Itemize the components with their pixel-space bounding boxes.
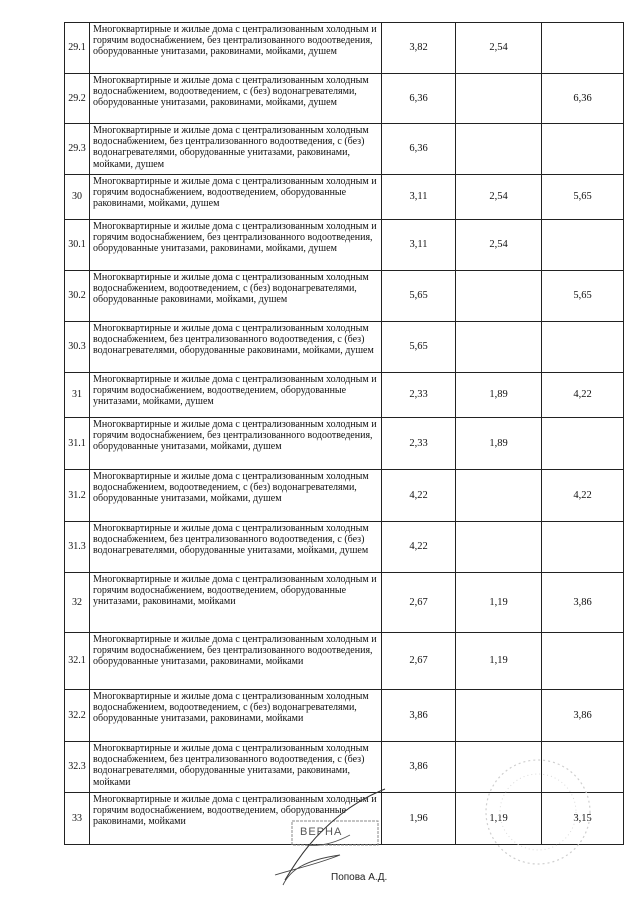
value-col-1: 2,67 <box>382 573 456 633</box>
value-col-3 <box>542 220 624 271</box>
value-col-3: 6,36 <box>542 74 624 124</box>
value-col-1: 3,82 <box>382 23 456 74</box>
value-col-1: 5,65 <box>382 322 456 373</box>
value-col-3 <box>542 322 624 373</box>
value-col-2 <box>456 322 542 373</box>
value-col-1: 3,11 <box>382 175 456 220</box>
row-number: 29.1 <box>65 23 90 74</box>
value-col-1: 2,67 <box>382 633 456 690</box>
row-description: Многоквартирные и жилые дома с централизованным холодным водоснабжением, водоотведением, с (без) водонагревателями, оборудованные унитазами, раковинами, мойками, душем <box>90 74 382 124</box>
row-description: Многоквартирные и жилые дома с централизованным холодным и горячим водоснабжением, без централизованного водоотведения, оборудованные унитазами, раковинами, мойками, душем <box>90 23 382 74</box>
table-row <box>65 633 624 690</box>
row-number: 30.3 <box>65 322 90 373</box>
row-number: 32.3 <box>65 742 90 793</box>
table-row <box>65 23 624 74</box>
row-description: Многоквартирные и жилые дома с централизованным холодным водоснабжением, без централизованного водоотведения, с (без) водонагревателями, оборудованные унитазами, мойками, душем <box>90 522 382 573</box>
value-col-3: 4,22 <box>542 373 624 418</box>
table-row <box>65 522 624 573</box>
value-col-2 <box>456 690 542 742</box>
stamp-text: ВЕРНА <box>300 826 343 838</box>
value-col-1: 2,33 <box>382 373 456 418</box>
value-col-3: 3,15 <box>542 793 624 845</box>
row-number: 31.1 <box>65 418 90 470</box>
value-col-2: 2,54 <box>456 23 542 74</box>
value-col-2: 2,54 <box>456 175 542 220</box>
value-col-3: 5,65 <box>542 175 624 220</box>
value-col-1: 3,86 <box>382 690 456 742</box>
table-row <box>65 470 624 522</box>
signer-name: Попова А.Д. <box>331 872 388 883</box>
row-description: Многоквартирные и жилые дома с централизованным холодным и горячим водоснабжением, без централизованного водоотведения, оборудованные унитазами, раковинами, мойками, душем <box>90 220 382 271</box>
table-row <box>65 418 624 470</box>
value-col-1: 4,22 <box>382 470 456 522</box>
row-number: 31.3 <box>65 522 90 573</box>
value-col-2: 1,19 <box>456 793 542 845</box>
value-col-2 <box>456 271 542 322</box>
row-number: 30.1 <box>65 220 90 271</box>
row-number: 30.2 <box>65 271 90 322</box>
value-col-2: 1,19 <box>456 633 542 690</box>
row-number: 30 <box>65 175 90 220</box>
table-row <box>65 690 624 742</box>
norms-table <box>64 22 624 845</box>
table-row <box>65 175 624 220</box>
value-col-1: 5,65 <box>382 271 456 322</box>
row-description: Многоквартирные и жилые дома с централизованным холодным и горячим водоснабжением, водоотведением, оборудованные унитазами, раковинами, мойками <box>90 573 382 633</box>
value-col-3: 5,65 <box>542 271 624 322</box>
value-col-3 <box>542 522 624 573</box>
table-row <box>65 220 624 271</box>
row-number: 32.2 <box>65 690 90 742</box>
value-col-3 <box>542 124 624 175</box>
table-row <box>65 124 624 175</box>
table-row <box>65 271 624 322</box>
value-col-3 <box>542 418 624 470</box>
value-col-2 <box>456 522 542 573</box>
table-row <box>65 322 624 373</box>
row-description: Многоквартирные и жилые дома с централизованным холодным водоснабжением, водоотведением, с (без) водонагревателями, оборудованные унитазами, раковинами, мойками <box>90 690 382 742</box>
value-col-3: 3,86 <box>542 573 624 633</box>
value-col-3 <box>542 23 624 74</box>
row-number: 29.2 <box>65 74 90 124</box>
table-row <box>65 373 624 418</box>
row-description: Многоквартирные и жилые дома с централизованным холодным водоснабжением, без централизованного водоотведения, с (без) водонагревателями, оборудованные унитазами, раковинами, мойками, душем <box>90 124 382 175</box>
row-description: Многоквартирные и жилые дома с централизованным холодным и горячим водоснабжением, водоотведением, оборудованные унитазами, мойками, душем <box>90 373 382 418</box>
row-description: Многоквартирные и жилые дома с централизованным холодным водоснабжением, водоотведением, с (без) водонагревателями, оборудованные раковинами, мойками, душем <box>90 271 382 322</box>
row-number: 31.2 <box>65 470 90 522</box>
row-description: Многоквартирные и жилые дома с централизованным холодным и горячим водоснабжением, без централизованного водоотведения, оборудованные унитазами, раковинами, мойками <box>90 633 382 690</box>
value-col-1: 4,22 <box>382 522 456 573</box>
value-col-2 <box>456 74 542 124</box>
value-col-1: 3,86 <box>382 742 456 793</box>
row-number: 29.3 <box>65 124 90 175</box>
value-col-2: 1,19 <box>456 573 542 633</box>
value-col-3: 3,86 <box>542 690 624 742</box>
value-col-1: 6,36 <box>382 124 456 175</box>
row-number: 32.1 <box>65 633 90 690</box>
value-col-3: 4,22 <box>542 470 624 522</box>
value-col-2 <box>456 470 542 522</box>
value-col-2: 1,89 <box>456 373 542 418</box>
row-description: Многоквартирные и жилые дома с централизованным холодным и горячим водоснабжением, водоотведением, оборудованные раковинами, мойками, душем <box>90 175 382 220</box>
value-col-2: 2,54 <box>456 220 542 271</box>
value-col-3 <box>542 633 624 690</box>
value-col-1: 3,11 <box>382 220 456 271</box>
row-description: Многоквартирные и жилые дома с централизованным холодным и горячим водоснабжением, водоотведением, оборудованные раковинами, мойками <box>90 793 382 845</box>
row-number: 33 <box>65 793 90 845</box>
row-description: Многоквартирные и жилые дома с централизованным холодным водоснабжением, водоотведением, с (без) водонагревателями, оборудованные унитазами, мойками, душем <box>90 470 382 522</box>
row-number: 31 <box>65 373 90 418</box>
value-col-2: 1,89 <box>456 418 542 470</box>
value-col-2 <box>456 124 542 175</box>
row-description: Многоквартирные и жилые дома с централизованным холодным и горячим водоснабжением, без централизованного водоотведения, оборудованные унитазами, мойками, душем <box>90 418 382 470</box>
value-col-1: 2,33 <box>382 418 456 470</box>
table-row <box>65 74 624 124</box>
seal-mark <box>478 752 598 872</box>
table-row <box>65 573 624 633</box>
row-description: Многоквартирные и жилые дома с централизованным холодным водоснабжением, без централизованного водоотведения, с (без) водонагревателями, оборудованные раковинами, мойками, душем <box>90 322 382 373</box>
value-col-1: 1,96 <box>382 793 456 845</box>
row-number: 32 <box>65 573 90 633</box>
value-col-1: 6,36 <box>382 74 456 124</box>
row-description: Многоквартирные и жилые дома с централизованным холодным водоснабжением, без централизованного водоотведения, с (без) водонагревателями, оборудованные унитазами, раковинами, мойками <box>90 742 382 793</box>
